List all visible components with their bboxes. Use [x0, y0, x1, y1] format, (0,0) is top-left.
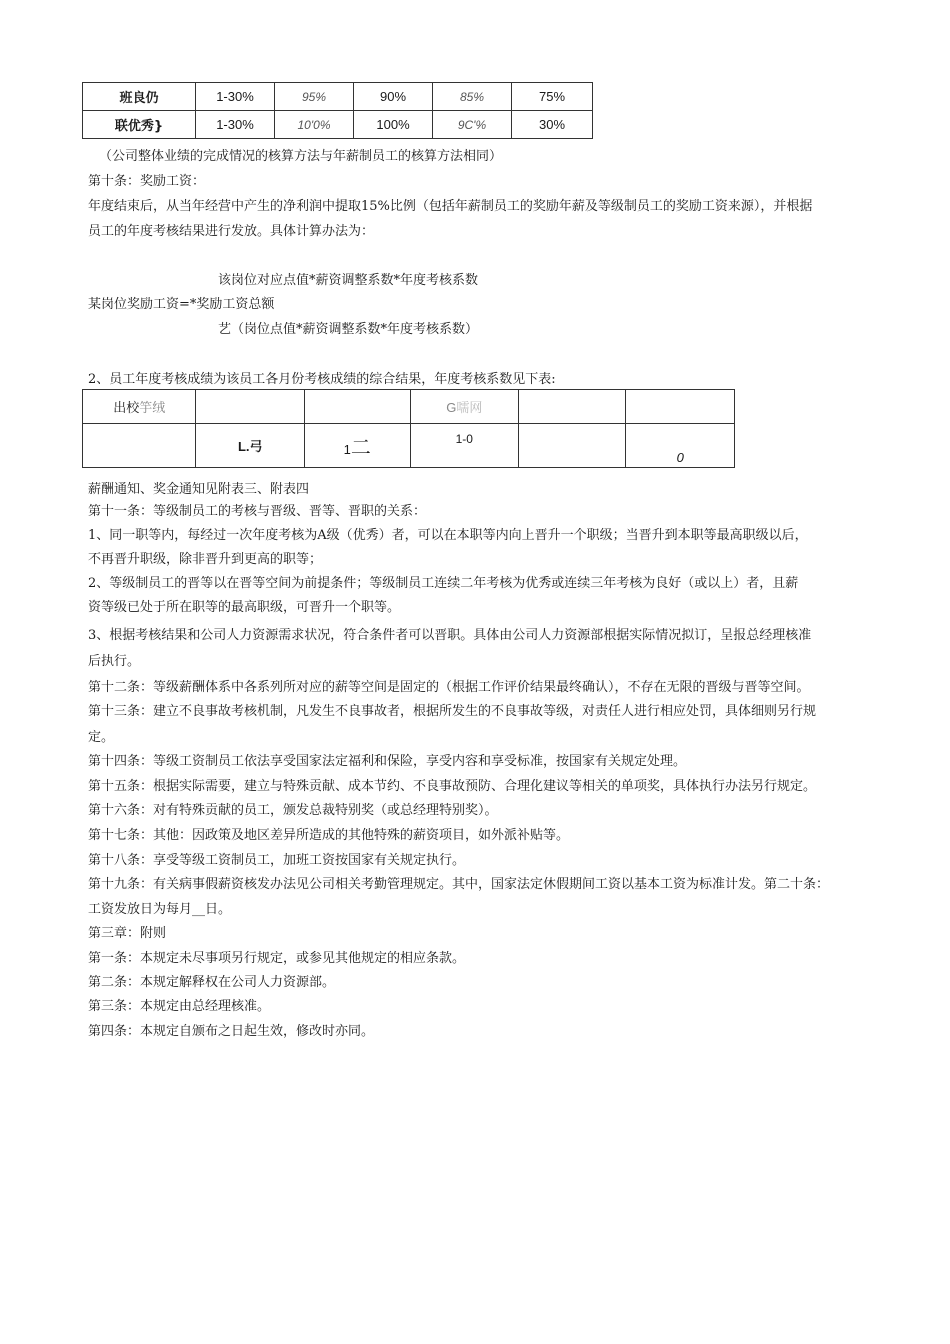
item-2-text: 2、员工年度考核成绩为该员工各月份考核成绩的综合结果，年度考核系数见下表:	[88, 372, 556, 387]
body-line: 第十七条：其他：因政策及地区差异所造成的其他特殊的薪资项目，如外派补贴等。	[88, 828, 570, 843]
table-cell: 出校竽绒	[83, 390, 196, 424]
table-cell: 100%	[354, 111, 433, 139]
table-cell: 90%	[354, 83, 433, 111]
appraisal-coefficient-table	[82, 389, 735, 468]
body-line: 第十八条：享受等级工资制员工，加班工资按国家有关规定执行。	[88, 853, 466, 868]
table-cell: 30%	[512, 111, 593, 139]
table-cell: 95%	[275, 83, 354, 111]
body-line: 3、根据考核结果和公司人力资源需求状况，符合条件者可以晋职。具体由公司人力资源部根据实际情况拟订，呈报总经理核准	[88, 628, 812, 643]
body-line: 第三条：本规定由总经理核准。	[88, 999, 271, 1014]
body-line: 不再晋升职级，除非晋升到更高的职等；	[88, 552, 323, 567]
table-row	[83, 83, 593, 111]
table-cell: 9C'%	[433, 111, 512, 139]
body-line: 第十五条：根据实际需要，建立与特殊贡献、成本节约、不良事故预防、合理化建议等相关的单项奖，具体执行办法另行规定。	[88, 779, 817, 794]
table-cell: 1-30%	[196, 111, 275, 139]
body-line: 定。	[88, 730, 115, 745]
table-cell: L.弓	[196, 424, 305, 468]
table-cell	[626, 390, 735, 424]
table-cell: G嚅网	[410, 390, 519, 424]
table-cell	[196, 390, 305, 424]
table-cell	[519, 424, 626, 468]
body-line: 第十二条：等级薪酬体系中各系列所对应的薪等空间是固定的（根据工作评价结果最终确认），不存在无限的晋级与晋等空间。	[88, 680, 810, 695]
article-10-line: 年度结束后，从当年经营中产生的净利润中提取15%比例（包括年薪制员工的奖励年薪及等级制员工的奖励工资来源），并根据	[88, 199, 813, 214]
table-cell: 联优秀}	[83, 111, 196, 139]
note-text: （公司整体业绩的完成情况的核算方法与年薪制员工的核算方法相同）	[99, 149, 503, 164]
table-cell: 10'0%	[275, 111, 354, 139]
formula-left: 某岗位奖励工资=*奖励工资总额	[88, 297, 275, 312]
table-row	[83, 111, 593, 139]
body-line: 第十四条：等级工资制员工依法享受国家法定福利和保险，享受内容和享受标准，按国家有关规定处理。	[88, 754, 687, 769]
table-cell	[519, 390, 626, 424]
table-cell: 1二	[304, 424, 410, 468]
table-row	[83, 424, 735, 468]
table-cell: 1-0	[410, 424, 519, 468]
body-line: 第十三条：建立不良事故考核机制，凡发生不良事故者，根据所发生的不良事故等级，对责任人进行相应处罚，具体细则另行规	[88, 704, 817, 719]
body-line: 第十一条：等级制员工的考核与晋级、晋等、晋职的关系：	[88, 504, 427, 519]
article-10-title: 第十条：奖励工资：	[88, 174, 206, 189]
body-line: 第十九条：有关病事假薪资核发办法见公司相关考勤管理规定。其中，国家法定休假期间工资以基本工资为标准计发。第二十条：	[88, 877, 830, 892]
body-line: 第四条：本规定自颁布之日起生效，修改时亦同。	[88, 1024, 375, 1039]
table-cell: 0	[626, 424, 735, 468]
body-line: 1、同一职等内，每经过一次年度考核为A级（优秀）者，可以在本职等内向上晋升一个职级；当晋升到本职等最高职级以后，	[88, 528, 808, 543]
table-cell: 1-30%	[196, 83, 275, 111]
body-line: 第一条：本规定未尽事项另行规定，或参见其他规定的相应条款。	[88, 951, 466, 966]
table-row	[83, 390, 735, 424]
body-line: 工资发放日为每月__日。	[88, 902, 232, 917]
body-line: 薪酬通知、奖金通知见附表三、附表四	[88, 482, 310, 497]
body-line: 后执行。	[88, 654, 141, 669]
body-line: 第二条：本规定解释权在公司人力资源部。	[88, 975, 336, 990]
table-cell: 班良仍	[83, 83, 196, 111]
formula-numerator: 该岗位对应点值*薪资调整系数*年度考核系数	[218, 273, 479, 288]
formula-denominator: 艺（岗位点值*薪资调整系数*年度考核系数）	[218, 322, 479, 337]
body-line: 2、等级制员工的晋等以在晋等空间为前提条件；等级制员工连续二年考核为优秀或连续三年考核为良好（或以上）者，且薪	[88, 576, 799, 591]
article-10-line: 员工的年度考核结果进行发放。具体计算办法为：	[88, 224, 375, 239]
table-cell: 75%	[512, 83, 593, 111]
rating-ratio-table	[82, 82, 593, 139]
table-cell	[304, 390, 410, 424]
table-cell: 85%	[433, 83, 512, 111]
table-cell	[83, 424, 196, 468]
body-line: 第三章：附则	[88, 926, 167, 941]
body-line: 第十六条：对有特殊贡献的员工，颁发总裁特别奖（或总经理特别奖）。	[88, 803, 498, 818]
body-line: 资等级已处于所在职等的最高职级，可晋升一个职等。	[88, 600, 401, 615]
